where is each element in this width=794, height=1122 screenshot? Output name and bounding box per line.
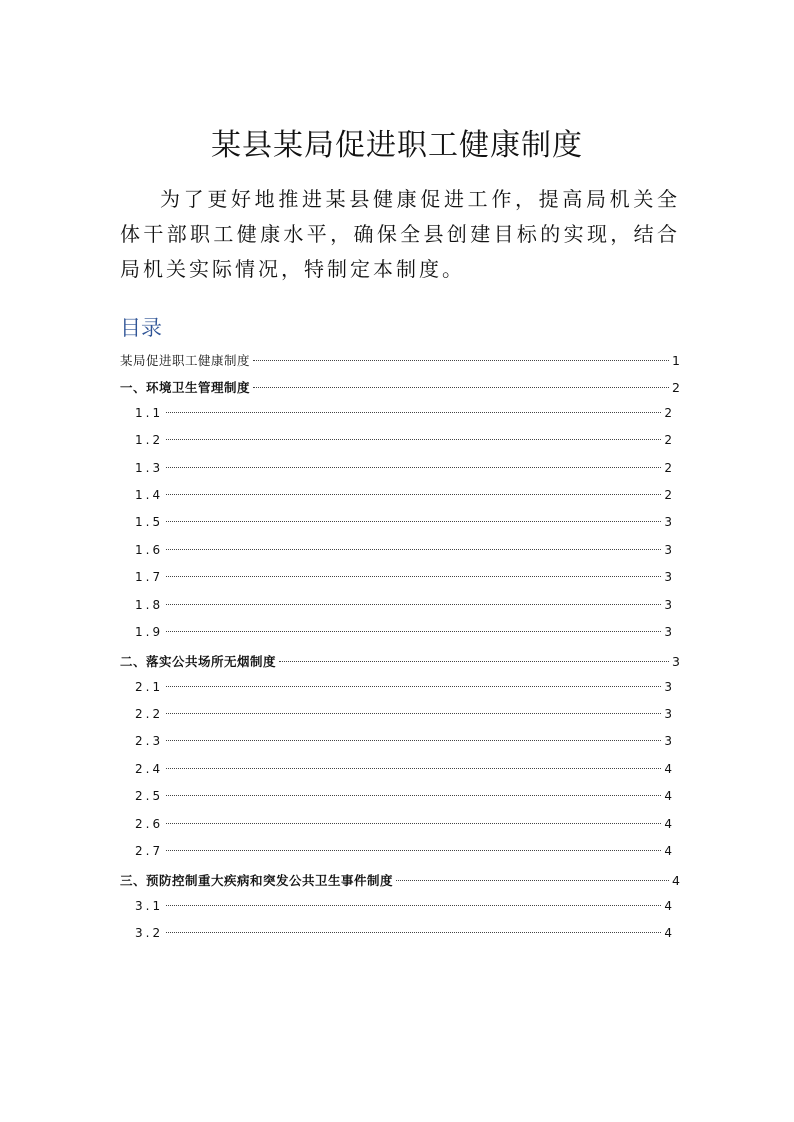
toc-dot-leader	[253, 387, 669, 388]
toc-entry-page-number: 4	[672, 873, 680, 889]
toc-entry-title: 一、环境卫生管理制度	[120, 380, 251, 396]
toc-dot-leader	[166, 713, 661, 714]
toc-entry[interactable]	[120, 871, 680, 898]
toc-entry-title: 2.2	[135, 707, 164, 722]
toc-dot-leader	[166, 521, 661, 522]
toc-entry[interactable]	[120, 734, 680, 761]
toc-entry-page-number: 4	[664, 926, 672, 941]
toc-dot-leader	[166, 850, 661, 851]
toc-entry-page-number: 4	[664, 898, 672, 913]
toc-entry-title: 3.2	[135, 926, 164, 941]
toc-entry[interactable]	[120, 762, 680, 789]
toc-dot-leader	[166, 795, 661, 796]
toc-dot-leader	[279, 661, 669, 662]
toc-entry-page-number: 4	[664, 844, 672, 859]
toc-dot-leader	[166, 768, 661, 769]
toc-entry[interactable]	[120, 899, 680, 926]
toc-entry-title: 三、预防控制重大疾病和突发公共卫生事件制度	[120, 873, 394, 889]
toc-dot-leader	[166, 576, 661, 577]
toc-dot-leader	[253, 360, 669, 361]
toc-entry-page-number: 1	[672, 353, 680, 368]
intro-paragraph: 为了更好地推进某县健康促进工作，提高局机关全体干部职工健康水平，确保全县创建目标的实现，结合局机关实际情况，特制定本制度。	[120, 187, 680, 281]
toc-entry[interactable]	[120, 351, 680, 378]
toc-entry[interactable]	[120, 817, 680, 844]
toc-entry-title: 1.8	[135, 597, 164, 612]
toc-entry-page-number: 2	[664, 487, 672, 502]
toc-entry-page-number: 3	[664, 542, 672, 557]
toc-entry-page-number: 3	[664, 570, 672, 585]
toc-entry-page-number: 3	[664, 734, 672, 749]
toc-entry-title: 某局促进职工健康制度	[120, 353, 251, 368]
toc-entry-title: 1.5	[135, 515, 164, 530]
toc-entry[interactable]	[120, 680, 680, 707]
toc-entry[interactable]	[120, 598, 680, 625]
toc-dot-leader	[166, 439, 661, 440]
table-of-contents	[120, 351, 680, 954]
toc-entry-title: 2.6	[135, 816, 164, 831]
toc-dot-leader	[166, 823, 661, 824]
toc-entry[interactable]	[120, 625, 680, 652]
toc-dot-leader	[166, 467, 661, 468]
toc-entry-page-number: 4	[664, 789, 672, 804]
toc-entry-title: 1.1	[135, 405, 164, 420]
toc-entry[interactable]	[120, 543, 680, 570]
toc-entry[interactable]	[120, 461, 680, 488]
toc-entry-title: 1.4	[135, 487, 164, 502]
toc-entry-title: 2.1	[135, 679, 164, 694]
toc-entry[interactable]	[120, 433, 680, 460]
toc-entry-title: 1.3	[135, 460, 164, 475]
toc-entry[interactable]	[120, 926, 680, 953]
toc-entry-page-number: 3	[664, 515, 672, 530]
toc-entry-title: 2.7	[135, 844, 164, 859]
toc-dot-leader	[166, 932, 661, 933]
toc-entry[interactable]	[120, 406, 680, 433]
toc-entry-title: 1.2	[135, 433, 164, 448]
toc-dot-leader	[166, 549, 661, 550]
toc-entry[interactable]	[120, 488, 680, 515]
toc-entry-page-number: 4	[664, 816, 672, 831]
toc-entry-title: 1.6	[135, 542, 164, 557]
toc-dot-leader	[166, 412, 661, 413]
toc-entry-title: 1.9	[135, 624, 164, 639]
toc-entry[interactable]	[120, 844, 680, 871]
toc-entry-page-number: 3	[664, 679, 672, 694]
toc-entry-page-number: 3	[664, 707, 672, 722]
document-title: 某县某局促进职工健康制度	[211, 128, 583, 163]
toc-entry-page-number: 3	[664, 624, 672, 639]
toc-dot-leader	[396, 880, 669, 881]
toc-entry-page-number: 2	[664, 433, 672, 448]
toc-entry[interactable]	[120, 515, 680, 542]
toc-entry-title: 2.5	[135, 789, 164, 804]
toc-entry[interactable]	[120, 570, 680, 597]
toc-entry[interactable]	[120, 789, 680, 816]
toc-entry-title: 二、落实公共场所无烟制度	[120, 654, 277, 670]
toc-heading: 目录	[120, 316, 162, 340]
toc-entry-page-number: 4	[664, 761, 672, 776]
toc-entry-title: 1.7	[135, 570, 164, 585]
toc-entry[interactable]	[120, 378, 680, 405]
toc-entry-title: 2.3	[135, 734, 164, 749]
toc-entry-page-number: 3	[672, 654, 680, 670]
toc-entry-title: 2.4	[135, 761, 164, 776]
toc-entry-page-number: 3	[664, 597, 672, 612]
toc-entry-page-number: 2	[664, 405, 672, 420]
toc-dot-leader	[166, 740, 661, 741]
toc-dot-leader	[166, 631, 661, 632]
toc-dot-leader	[166, 494, 661, 495]
toc-dot-leader	[166, 604, 661, 605]
toc-dot-leader	[166, 905, 661, 906]
toc-entry[interactable]	[120, 707, 680, 734]
toc-entry-page-number: 2	[672, 380, 680, 396]
toc-entry-title: 3.1	[135, 898, 164, 913]
toc-dot-leader	[166, 686, 661, 687]
toc-entry[interactable]	[120, 652, 680, 679]
toc-entry-page-number: 2	[664, 460, 672, 475]
